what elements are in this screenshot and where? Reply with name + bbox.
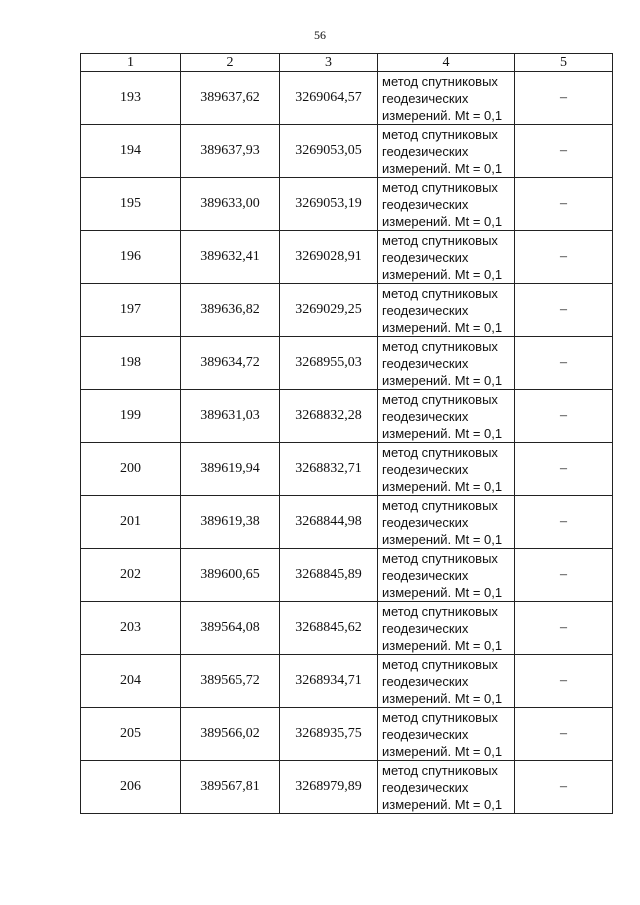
- description-cell: –: [515, 390, 613, 443]
- description-cell: –: [515, 761, 613, 814]
- method-cell: [378, 708, 515, 761]
- point-number-cell: 206: [81, 761, 181, 814]
- method-line: геодезических: [382, 90, 469, 106]
- description-cell: –: [515, 178, 613, 231]
- x-coordinate-cell: 389567,81: [181, 761, 280, 814]
- x-coordinate-cell: 389637,62: [181, 72, 280, 125]
- method-line: метод спутниковых: [382, 497, 498, 513]
- point-number-cell: 195: [81, 178, 181, 231]
- method-line: геодезических: [382, 567, 469, 583]
- method-cell: [378, 443, 515, 496]
- description-cell: –: [515, 443, 613, 496]
- method-line: метод спутниковых: [382, 762, 498, 778]
- method-line: геодезических: [382, 355, 469, 371]
- table-row: [81, 708, 613, 761]
- table-row: [81, 496, 613, 549]
- method-line: измерений. Mt = 0,1: [382, 107, 503, 123]
- y-coordinate-cell: 3269029,25: [280, 284, 378, 337]
- point-number-cell: 198: [81, 337, 181, 390]
- table-row: [81, 761, 613, 814]
- table-row: [81, 337, 613, 390]
- method-line: геодезических: [382, 196, 469, 212]
- y-coordinate-cell: 3269053,05: [280, 125, 378, 178]
- table-row: [81, 655, 613, 708]
- method-line: метод спутниковых: [382, 603, 498, 619]
- column-header: 1: [81, 54, 181, 72]
- description-cell: –: [515, 655, 613, 708]
- table-row: [81, 284, 613, 337]
- method-cell: [378, 337, 515, 390]
- description-cell: –: [515, 602, 613, 655]
- method-line: измерений. Mt = 0,1: [382, 637, 503, 653]
- method-cell: [378, 178, 515, 231]
- method-line: метод спутниковых: [382, 656, 498, 672]
- table-row: [81, 72, 613, 125]
- table-row: [81, 178, 613, 231]
- description-cell: –: [515, 125, 613, 178]
- y-coordinate-cell: 3268935,75: [280, 708, 378, 761]
- method-line: метод спутниковых: [382, 232, 498, 248]
- y-coordinate-cell: 3269053,19: [280, 178, 378, 231]
- x-coordinate-cell: 389619,94: [181, 443, 280, 496]
- method-line: измерений. Mt = 0,1: [382, 796, 503, 812]
- method-line: измерений. Mt = 0,1: [382, 160, 503, 176]
- x-coordinate-cell: 389634,72: [181, 337, 280, 390]
- x-coordinate-cell: 389637,93: [181, 125, 280, 178]
- method-line: метод спутниковых: [382, 444, 498, 460]
- point-number-cell: 204: [81, 655, 181, 708]
- table-row: [81, 390, 613, 443]
- method-cell: [378, 496, 515, 549]
- method-line: метод спутниковых: [382, 709, 498, 725]
- point-number-cell: 197: [81, 284, 181, 337]
- description-cell: –: [515, 337, 613, 390]
- table-row: [81, 125, 613, 178]
- column-header: 5: [515, 54, 613, 72]
- y-coordinate-cell: 3269064,57: [280, 72, 378, 125]
- method-line: геодезических: [382, 673, 469, 689]
- table-row: [81, 602, 613, 655]
- point-number-cell: 200: [81, 443, 181, 496]
- point-number-cell: 194: [81, 125, 181, 178]
- description-cell: –: [515, 708, 613, 761]
- method-line: измерений. Mt = 0,1: [382, 372, 503, 388]
- method-cell: [378, 72, 515, 125]
- method-cell: [378, 761, 515, 814]
- method-line: геодезических: [382, 143, 469, 159]
- method-line: геодезических: [382, 461, 469, 477]
- coordinates-table: [80, 53, 613, 814]
- method-line: измерений. Mt = 0,1: [382, 425, 503, 441]
- point-number-cell: 196: [81, 231, 181, 284]
- x-coordinate-cell: 389631,03: [181, 390, 280, 443]
- method-line: геодезических: [382, 249, 469, 265]
- x-coordinate-cell: 389632,41: [181, 231, 280, 284]
- point-number-cell: 193: [81, 72, 181, 125]
- method-cell: [378, 655, 515, 708]
- method-cell: [378, 602, 515, 655]
- method-line: метод спутниковых: [382, 179, 498, 195]
- method-cell: [378, 231, 515, 284]
- method-line: геодезических: [382, 779, 469, 795]
- y-coordinate-cell: 3268934,71: [280, 655, 378, 708]
- table-row: [81, 549, 613, 602]
- method-line: геодезических: [382, 620, 469, 636]
- column-header: 2: [181, 54, 280, 72]
- method-line: метод спутниковых: [382, 550, 498, 566]
- y-coordinate-cell: 3268832,28: [280, 390, 378, 443]
- description-cell: –: [515, 549, 613, 602]
- method-line: метод спутниковых: [382, 285, 498, 301]
- method-cell: [378, 549, 515, 602]
- method-line: геодезических: [382, 408, 469, 424]
- method-line: измерений. Mt = 0,1: [382, 319, 503, 335]
- method-line: метод спутниковых: [382, 338, 498, 354]
- x-coordinate-cell: 389564,08: [181, 602, 280, 655]
- method-line: метод спутниковых: [382, 391, 498, 407]
- method-line: измерений. Mt = 0,1: [382, 690, 503, 706]
- y-coordinate-cell: 3268845,62: [280, 602, 378, 655]
- description-cell: –: [515, 231, 613, 284]
- method-line: метод спутниковых: [382, 73, 498, 89]
- point-number-cell: 205: [81, 708, 181, 761]
- y-coordinate-cell: 3268845,89: [280, 549, 378, 602]
- x-coordinate-cell: 389600,65: [181, 549, 280, 602]
- y-coordinate-cell: 3269028,91: [280, 231, 378, 284]
- x-coordinate-cell: 389565,72: [181, 655, 280, 708]
- table-row: [81, 231, 613, 284]
- method-line: измерений. Mt = 0,1: [382, 478, 503, 494]
- point-number-cell: 201: [81, 496, 181, 549]
- column-header: 3: [280, 54, 378, 72]
- description-cell: –: [515, 284, 613, 337]
- column-header: 4: [378, 54, 515, 72]
- method-line: измерений. Mt = 0,1: [382, 743, 503, 759]
- method-line: измерений. Mt = 0,1: [382, 213, 503, 229]
- description-cell: –: [515, 496, 613, 549]
- page-number: 56: [314, 28, 326, 42]
- y-coordinate-cell: 3268955,03: [280, 337, 378, 390]
- point-number-cell: 203: [81, 602, 181, 655]
- method-cell: [378, 390, 515, 443]
- y-coordinate-cell: 3268979,89: [280, 761, 378, 814]
- method-line: метод спутниковых: [382, 126, 498, 142]
- x-coordinate-cell: 389633,00: [181, 178, 280, 231]
- method-line: геодезических: [382, 302, 469, 318]
- point-number-cell: 199: [81, 390, 181, 443]
- method-line: измерений. Mt = 0,1: [382, 531, 503, 547]
- table-header-row: [81, 54, 613, 72]
- point-number-cell: 202: [81, 549, 181, 602]
- description-cell: –: [515, 72, 613, 125]
- y-coordinate-cell: 3268844,98: [280, 496, 378, 549]
- method-cell: [378, 125, 515, 178]
- x-coordinate-cell: 389636,82: [181, 284, 280, 337]
- x-coordinate-cell: 389619,38: [181, 496, 280, 549]
- x-coordinate-cell: 389566,02: [181, 708, 280, 761]
- method-line: измерений. Mt = 0,1: [382, 584, 503, 600]
- method-line: геодезических: [382, 726, 469, 742]
- y-coordinate-cell: 3268832,71: [280, 443, 378, 496]
- method-line: геодезических: [382, 514, 469, 530]
- method-cell: [378, 284, 515, 337]
- method-line: измерений. Mt = 0,1: [382, 266, 503, 282]
- table-row: [81, 443, 613, 496]
